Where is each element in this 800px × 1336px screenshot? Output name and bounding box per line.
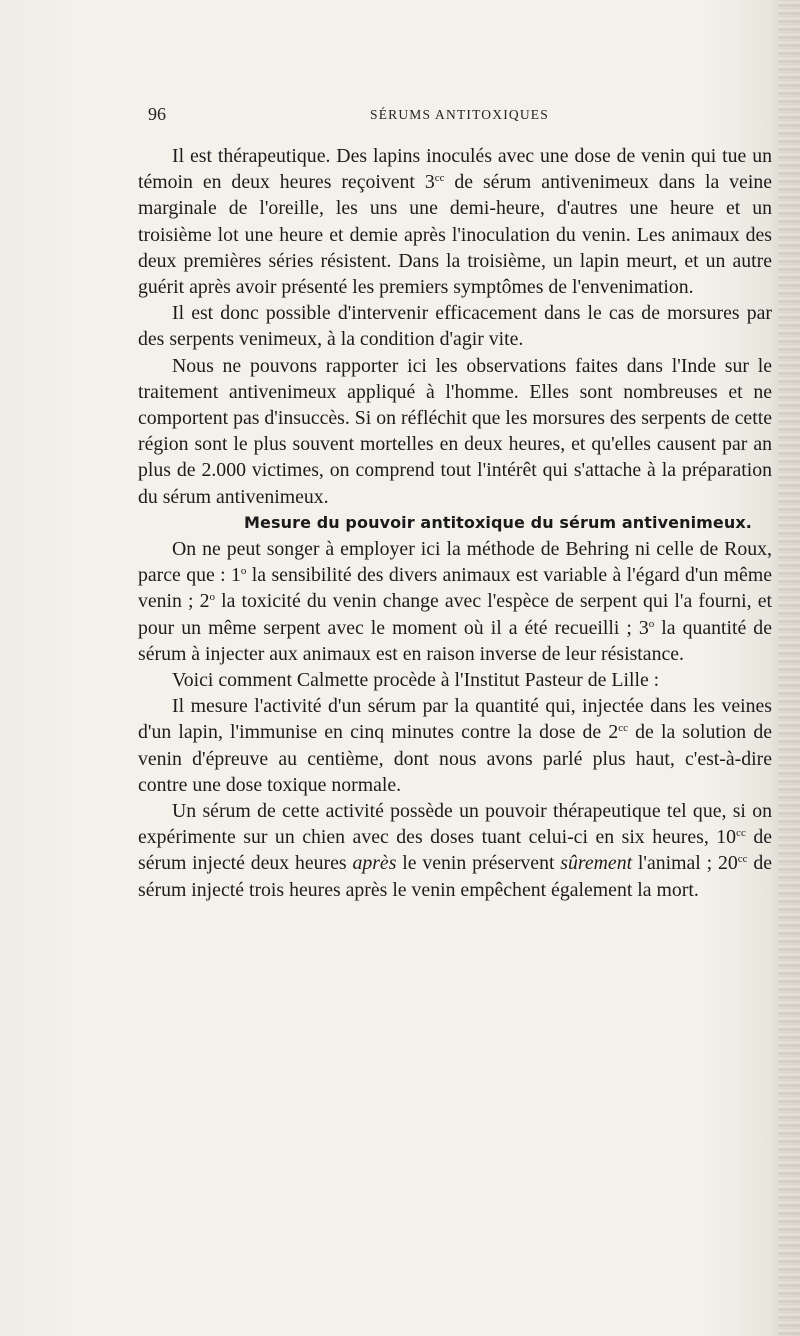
paragraph-2: Il est donc possible d'intervenir efficacement dans le cas de morsures par des serpents venimeux, à la condition d'agir vite. <box>138 302 772 351</box>
paragraph-5: Voici comment Calmette procède à l'Institut Pasteur de Lille : <box>172 669 660 692</box>
running-title: SÉRUMS ANTITOXIQUES <box>370 107 549 122</box>
page-number: 96 <box>148 104 166 124</box>
paragraph-4: On ne peut songer à employer ici la méthode de Behring ni celle de Roux, parce que : 1$^o$ la sensibilité des divers animaux est variable à l'égard d'un même venin ; 2$^o$ la toxicité du venin change avec l'espèce de serpent qui l'a fourni, et pour un même serpent avec le moment où il a été recueilli ; 3$^o$ la quantité de sérum à injecter aux animaux est en raison inverse de leur résistance. <box>138 538 772 665</box>
paragraph-1: Il est thérapeutique. Des lapins inoculés avec une dose de venin qui tue un témoin en deux heures reçoivent $3^{cc}$ de sérum antivenimeux dans la veine marginale de l'oreille, les uns une demi-heure, d'autres une heure et un troisième lot une heure et demie après l'inoculation du venin. Les animaux des deux premières séries résistent. Dans la troisième, un lapin meurt, et un autre guérit après avoir présenté les premiers symptômes de l'envenimation. <box>138 145 772 299</box>
section-heading: Mesure du pouvoir antitoxique du sérum antivenimeux. <box>244 512 752 532</box>
running-header <box>148 104 768 128</box>
body-text <box>138 143 772 903</box>
paragraph-6: Il mesure l'activité d'un sérum par la quantité qui, injectée dans les veines d'un lapin, l'immunise en cinq minutes contre la dose de $2^{cc}$ de la solution de venin d'épreuve au centième, dont nous avons parlé plus haut, c'est-à-dire contre une dose toxique normale. <box>138 695 772 796</box>
paragraph-7: Un sérum de cette activité possède un pouvoir thérapeutique tel que, si on expérimente sur un chien avec des doses tuant celui-ci en six heures, $10^{cc}$ de sérum injecté deux heures après le venin préservent sûrement l'animal ; $20^{cc}$ de sérum injecté trois heures après le venin empêchent également la mort. <box>138 800 772 901</box>
page-edge <box>778 0 800 1336</box>
paragraph-3: Nous ne pouvons rapporter ici les observations faites dans l'Inde sur le traitement antivenimeux appliqué à l'homme. Elles sont nombreuses et ne comportent pas d'insuccès. Si on réfléchit que les morsures des serpents de cette région sont le plus souvent mortelles en deux heures, et qu'elles causent par an plus de 2.000 victimes, on comprend tout l'intérêt qui s'attache à la préparation du sérum antivenimeux. <box>138 354 772 508</box>
